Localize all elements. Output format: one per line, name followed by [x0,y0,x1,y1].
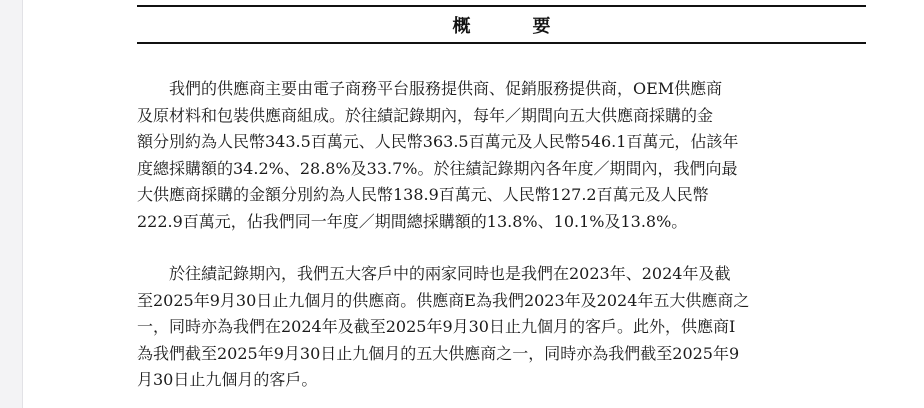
paragraph-line: 為我們截至2025年9月30日止九個月的五大供應商之一，同時亦為我們截至2025年9 [137,343,740,363]
paragraph-line: 月30日止九個月的客戶。 [137,370,318,389]
paragraph-line: 度總採購額的34.2%、28.8%及33.7%。於往績記錄期內各年度／期間內，我們向最 [137,158,738,178]
section-heading: 概 要 [452,16,573,37]
paragraph-suppliers [137,76,871,235]
left-gutter [0,0,22,408]
document-page [22,0,924,408]
paragraph-customers-overlap [137,261,871,394]
paragraph-line: 大供應商採購的金額分別約為人民幣138.9百萬元、人民幣127.2百萬元及人民幣 [137,185,709,204]
paragraph-line: 至2025年9月30日止九個月的供應商。供應商E為我們2023年及2024年五大供應商之 [137,290,750,310]
paragraph-line: 於往績記錄期內，我們五大客戶中的兩家同時也是我們在2023年、2024年及截 [137,264,731,283]
paragraph-line: 222.9百萬元，佔我們同一年度／期間總採購額的13.8%、10.1%及13.8%。 [137,211,688,231]
paragraph-line: 額分別約為人民幣343.5百萬元、人民幣363.5百萬元及人民幣546.1百萬元，佔該年 [137,132,739,151]
paragraph-line: 一，同時亦為我們在2024年及截至2025年9月30日止九個月的客戶。此外，供應商I [137,317,736,336]
paragraph-line: 及原材料和包裝供應商組成。於往績記錄期內，每年／期間向五大供應商採購的金 [137,105,714,125]
paragraph-line: 我們的供應商主要由電子商務平台服務提供商、促銷服務提供商，OEM供應商 [137,79,723,98]
heading-top-rule [137,5,866,7]
heading-bottom-rule [137,42,866,44]
